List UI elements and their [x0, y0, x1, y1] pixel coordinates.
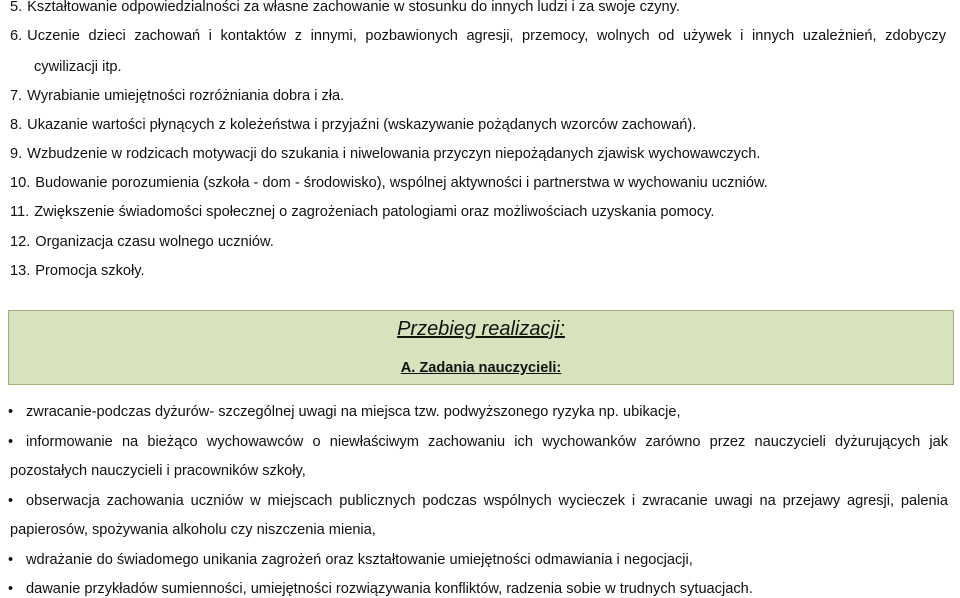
- bullet-symbol: •: [8, 581, 14, 597]
- section-heading-band: [8, 310, 954, 385]
- section-subtitle: A. Zadania nauczycieli:: [400, 360, 562, 376]
- list-number: 9.: [10, 146, 23, 162]
- list-text: Wzbudzenie w rodzicach motywacji do szukania i niwelowania przyczyn niepożądanych zjawisk wychowawczych.: [27, 146, 761, 162]
- list-text: Wyrabianie umiejętności rozróżniania dobra i zła.: [27, 88, 345, 104]
- bullet-item-3: [8, 492, 948, 510]
- bullet-text: dawanie przykładów sumienności, umiejętności rozwiązywania konfliktów, radzenia sobie w trudnych sytuacjach.: [26, 581, 753, 597]
- bullet-symbol: •: [8, 434, 14, 450]
- list-item-12: [10, 233, 946, 251]
- list-item-7: [10, 87, 946, 105]
- list-item-6: [10, 27, 946, 45]
- list-text: Ukazanie wartości płynących z koleżeństwa i przyjaźni (wskazywanie pożądanych wzorców zachowań).: [27, 117, 697, 133]
- bullet-item-4: [8, 551, 948, 569]
- list-number: 5.: [10, 0, 23, 15]
- section-title: Przebieg realizacji:: [397, 318, 565, 340]
- bullet-symbol: •: [8, 404, 14, 420]
- bullet-text: informowanie na bieżąco wychowawców o niewłaściwym zachowaniu ich wychowanków zarówno przez nauczycieli dyżurujących jak: [26, 434, 948, 450]
- list-text: Uczenie dzieci zachowań i kontaktów z innymi, pozbawionych agresji, przemocy, wolnych od używek i innych uzależnień, zdobyczy: [27, 28, 946, 44]
- list-number: 13.: [10, 263, 31, 279]
- list-item-6-continuation: cywilizacji itp.: [34, 59, 122, 75]
- list-text: Zwiększenie świadomości społecznej o zagrożeniach patologiami oraz możliwościach uzyskania pomocy.: [34, 204, 715, 220]
- bullet-item-1: [8, 403, 948, 421]
- list-text: Budowanie porozumienia (szkoła - dom - środowisko), wspólnej aktywności i partnerstwa w wychowaniu uczniów.: [35, 175, 768, 191]
- list-text: Promocja szkoły.: [35, 263, 145, 279]
- bullet-symbol: •: [8, 493, 14, 509]
- list-item-9: [10, 145, 946, 163]
- list-item-11: [10, 203, 946, 221]
- bullet-item-5: [8, 580, 948, 598]
- list-text: Kształtowanie odpowiedzialności za własne zachowanie w stosunku do innych ludzi i za swoje czyny.: [27, 0, 680, 15]
- list-item-5: [10, 0, 946, 16]
- list-number: 6.: [10, 28, 23, 44]
- list-item-13: [10, 262, 946, 280]
- bullet-item-3-continuation: papierosów, spożywania alkoholu czy niszczenia mienia,: [10, 522, 376, 538]
- list-item-8: [10, 116, 946, 134]
- list-number: 10.: [10, 175, 31, 191]
- list-number: 11.: [10, 204, 30, 220]
- bullet-text: zwracanie-podczas dyżurów- szczególnej uwagi na miejsca tzw. podwyższonego ryzyka np. ubikacje,: [26, 404, 681, 420]
- list-text: Organizacja czasu wolnego uczniów.: [35, 234, 274, 250]
- list-number: 8.: [10, 117, 23, 133]
- list-item-10: [10, 174, 946, 192]
- bullet-symbol: •: [8, 552, 14, 568]
- bullet-text: wdrażanie do świadomego unikania zagrożeń oraz kształtowanie umiejętności odmawiania i negocjacji,: [26, 552, 693, 568]
- bullet-item-2-continuation: pozostałych nauczycieli i pracowników szkoły,: [10, 463, 306, 479]
- bullet-item-2: [8, 433, 948, 451]
- list-number: 12.: [10, 234, 31, 250]
- bullet-text: obserwacja zachowania uczniów w miejscach publicznych podczas wspólnych wycieczek i zwracanie uwagi na przejawy agresji, palenia: [26, 493, 948, 509]
- list-number: 7.: [10, 88, 23, 104]
